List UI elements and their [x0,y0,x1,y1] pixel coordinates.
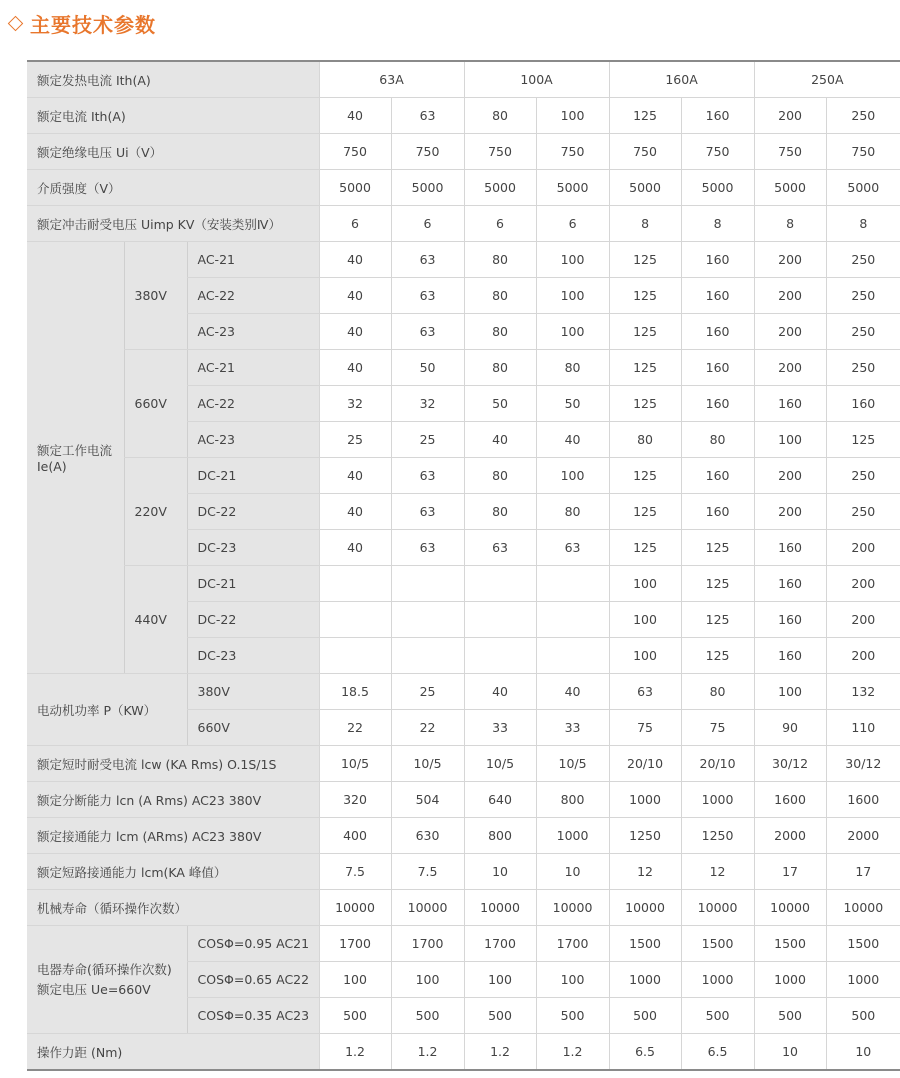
value-cell: 160 [681,386,754,422]
value-cell: 6.5 [681,1034,754,1071]
value-cell: 7.5 [319,854,391,890]
value-cell: 200 [754,314,826,350]
value-cell: 1250 [609,818,681,854]
value-cell: 80 [464,458,536,494]
value-cell [464,602,536,638]
value-cell: 25 [319,422,391,458]
value-cell: 160 [681,278,754,314]
condition-label: COSΦ=0.95 AC21 [187,926,319,962]
value-cell: 125 [609,458,681,494]
icn-label: 额定分断能力 lcn (A Rms) AC23 380V [27,782,319,818]
value-cell: 40 [319,350,391,386]
value-cell: 40 [319,314,391,350]
value-cell: 125 [609,530,681,566]
value-cell [536,566,609,602]
value-cell: 160 [826,386,900,422]
value-cell: 63 [391,242,464,278]
value-cell: 30/12 [754,746,826,782]
value-cell: 10 [754,1034,826,1071]
value-cell: 2000 [754,818,826,854]
diamond-icon [8,15,24,31]
category-label: AC-22 [187,278,319,314]
value-cell: 40 [536,674,609,710]
value-cell: 125 [609,98,681,134]
value-cell: 160 [681,494,754,530]
value-cell: 50 [464,386,536,422]
value-cell: 100 [609,566,681,602]
value-cell [391,638,464,674]
value-cell: 100 [536,98,609,134]
value-cell: 750 [536,134,609,170]
group-header: 63A [319,61,464,98]
category-label: AC-21 [187,350,319,386]
value-cell [391,602,464,638]
value-cell: 160 [681,350,754,386]
voltage-label: 440V [124,566,187,674]
value-cell: 40 [319,458,391,494]
value-cell: 7.5 [391,854,464,890]
value-cell: 504 [391,782,464,818]
value-cell: 40 [464,422,536,458]
value-cell [319,566,391,602]
value-cell: 750 [681,134,754,170]
value-cell: 1000 [754,962,826,998]
value-cell [464,566,536,602]
value-cell: 200 [826,602,900,638]
group-header: 250A [754,61,900,98]
value-cell: 50 [536,386,609,422]
value-cell: 160 [681,458,754,494]
value-cell: 125 [609,242,681,278]
value-cell: 125 [609,386,681,422]
value-cell: 500 [536,998,609,1034]
value-cell: 640 [464,782,536,818]
value-cell: 1.2 [319,1034,391,1071]
value-cell: 33 [464,710,536,746]
value-cell: 63 [391,494,464,530]
value-cell: 10000 [754,890,826,926]
value-cell: 200 [754,350,826,386]
value-cell [464,638,536,674]
value-cell: 8 [681,206,754,242]
value-cell: 125 [609,350,681,386]
value-cell: 500 [464,998,536,1034]
value-cell: 10/5 [391,746,464,782]
group-header: 100A [464,61,609,98]
value-cell: 125 [609,494,681,530]
value-cell: 750 [319,134,391,170]
value-cell: 750 [754,134,826,170]
value-cell: 10/5 [319,746,391,782]
value-cell: 80 [464,278,536,314]
value-cell: 75 [609,710,681,746]
value-cell: 32 [319,386,391,422]
value-cell: 100 [536,458,609,494]
value-cell: 500 [681,998,754,1034]
value-cell: 800 [536,782,609,818]
value-cell: 100 [536,962,609,998]
value-cell: 160 [754,530,826,566]
value-cell: 1000 [681,782,754,818]
value-cell: 10000 [609,890,681,926]
value-cell: 25 [391,422,464,458]
value-cell: 1.2 [391,1034,464,1071]
value-cell: 40 [464,674,536,710]
category-label: DC-21 [187,458,319,494]
value-cell: 250 [826,494,900,530]
value-cell: 40 [319,242,391,278]
value-cell: 200 [754,242,826,278]
value-cell: 1500 [754,926,826,962]
value-cell: 80 [536,350,609,386]
value-cell: 125 [681,638,754,674]
ui-label: 额定绝缘电压 Ui（V） [27,134,319,170]
group-header: 160A [609,61,754,98]
value-cell: 750 [826,134,900,170]
value-cell: 200 [826,638,900,674]
value-cell: 200 [754,458,826,494]
value-cell: 1500 [681,926,754,962]
value-cell: 10000 [681,890,754,926]
value-cell: 80 [464,494,536,530]
value-cell: 5000 [754,170,826,206]
force-label: 操作力距 (Nm) [27,1034,319,1071]
value-cell: 1600 [754,782,826,818]
value-cell: 100 [464,962,536,998]
value-cell: 12 [609,854,681,890]
value-cell: 1.2 [536,1034,609,1071]
value-cell: 80 [681,422,754,458]
rated-current-label: 额定电流 Ith(A) [27,98,319,134]
table-row [27,134,900,170]
value-cell: 1600 [826,782,900,818]
value-cell: 17 [754,854,826,890]
value-cell: 8 [754,206,826,242]
table-row [27,854,900,890]
table-row [27,890,900,926]
value-cell: 200 [754,278,826,314]
value-cell: 80 [464,242,536,278]
value-cell: 10/5 [464,746,536,782]
value-cell: 10/5 [536,746,609,782]
condition-label: COSΦ=0.65 AC22 [187,962,319,998]
value-cell: 63 [609,674,681,710]
value-cell: 125 [826,422,900,458]
value-cell: 1700 [391,926,464,962]
value-cell: 17 [826,854,900,890]
category-label: DC-21 [187,566,319,602]
value-cell: 1000 [826,962,900,998]
category-label: AC-23 [187,422,319,458]
spec-table [27,60,900,1071]
value-cell: 250 [826,314,900,350]
value-cell: 110 [826,710,900,746]
value-cell: 1700 [536,926,609,962]
value-cell: 100 [536,314,609,350]
icm-peak-label: 额定短路接通能力 lcm(KA 峰值） [27,854,319,890]
value-cell: 1.2 [464,1034,536,1071]
value-cell: 100 [754,422,826,458]
value-cell: 1000 [609,962,681,998]
table-row [27,458,900,494]
category-label: DC-22 [187,494,319,530]
value-cell: 5000 [536,170,609,206]
voltage-label: 660V [124,350,187,458]
value-cell: 100 [536,242,609,278]
table-row [27,206,900,242]
value-cell: 90 [754,710,826,746]
value-cell: 5000 [681,170,754,206]
category-label: AC-23 [187,314,319,350]
value-cell: 250 [826,98,900,134]
dielectric-label: 介质强度（V） [27,170,319,206]
value-cell: 80 [464,314,536,350]
table-row [27,98,900,134]
value-cell: 10 [464,854,536,890]
page-title: 主要技术参数 [30,12,156,37]
value-cell [536,602,609,638]
value-cell: 125 [609,278,681,314]
voltage-label: 380V [124,242,187,350]
value-cell: 750 [464,134,536,170]
value-cell: 63 [391,314,464,350]
value-cell: 6.5 [609,1034,681,1071]
section-header [6,8,156,38]
value-cell: 5000 [464,170,536,206]
value-cell: 1250 [681,818,754,854]
value-cell: 125 [681,530,754,566]
value-cell: 20/10 [681,746,754,782]
value-cell: 750 [391,134,464,170]
voltage-label: 380V [187,674,319,710]
value-cell: 12 [681,854,754,890]
value-cell: 8 [826,206,900,242]
value-cell: 1000 [681,962,754,998]
value-cell: 8 [609,206,681,242]
table-row [27,746,900,782]
value-cell [319,638,391,674]
value-cell: 40 [319,98,391,134]
value-cell: 5000 [391,170,464,206]
value-cell: 125 [681,602,754,638]
value-cell: 10000 [464,890,536,926]
value-cell: 80 [681,674,754,710]
value-cell: 630 [391,818,464,854]
value-cell: 40 [319,530,391,566]
value-cell: 63 [536,530,609,566]
value-cell: 250 [826,350,900,386]
motor-label: 电动机功率 P（KW） [27,674,187,746]
table-row [27,350,900,386]
table-row [27,926,900,962]
icm-label: 额定接通能力 lcm (ARms) AC23 380V [27,818,319,854]
value-cell: 1700 [464,926,536,962]
value-cell: 80 [609,422,681,458]
value-cell: 10000 [826,890,900,926]
value-cell: 20/10 [609,746,681,782]
table-row [27,242,900,278]
value-cell: 250 [826,242,900,278]
value-cell: 22 [319,710,391,746]
value-cell: 80 [464,350,536,386]
value-cell: 200 [754,98,826,134]
value-cell: 500 [609,998,681,1034]
value-cell: 5000 [826,170,900,206]
category-label: AC-21 [187,242,319,278]
category-label: DC-23 [187,638,319,674]
value-cell: 80 [464,98,536,134]
value-cell: 400 [319,818,391,854]
mech-life-label: 机械寿命（循环操作次数） [27,890,319,926]
value-cell: 500 [754,998,826,1034]
category-label: AC-22 [187,386,319,422]
value-cell: 800 [464,818,536,854]
value-cell: 200 [754,494,826,530]
value-cell: 6 [536,206,609,242]
value-cell: 132 [826,674,900,710]
value-cell: 125 [609,314,681,350]
ie-label: 额定工作电流 Ie(A) [27,242,124,674]
value-cell: 5000 [609,170,681,206]
value-cell: 10000 [536,890,609,926]
value-cell: 160 [681,242,754,278]
value-cell [319,602,391,638]
value-cell: 10000 [391,890,464,926]
value-cell: 1500 [609,926,681,962]
value-cell: 10 [536,854,609,890]
value-cell: 75 [681,710,754,746]
value-cell: 10000 [319,890,391,926]
value-cell: 500 [391,998,464,1034]
value-cell: 100 [319,962,391,998]
voltage-label: 660V [187,710,319,746]
value-cell: 63 [391,98,464,134]
value-cell: 30/12 [826,746,900,782]
value-cell: 6 [319,206,391,242]
value-cell: 160 [754,386,826,422]
value-cell: 63 [391,278,464,314]
value-cell: 160 [754,566,826,602]
value-cell: 63 [391,530,464,566]
ith-label: 额定发热电流 Ith(A) [27,61,319,98]
value-cell: 40 [319,494,391,530]
value-cell: 1000 [609,782,681,818]
value-cell: 6 [464,206,536,242]
value-cell: 40 [536,422,609,458]
value-cell: 25 [391,674,464,710]
value-cell: 32 [391,386,464,422]
table-row [27,61,900,98]
condition-label: COSΦ=0.35 AC23 [187,998,319,1034]
value-cell: 1500 [826,926,900,962]
voltage-label: 220V [124,458,187,566]
value-cell: 1700 [319,926,391,962]
table-row [27,566,900,602]
table-row [27,170,900,206]
value-cell: 200 [826,566,900,602]
value-cell: 160 [681,98,754,134]
value-cell: 18.5 [319,674,391,710]
category-label: DC-23 [187,530,319,566]
value-cell: 500 [826,998,900,1034]
value-cell: 160 [681,314,754,350]
value-cell [391,566,464,602]
value-cell: 100 [609,602,681,638]
value-cell: 50 [391,350,464,386]
uimp-label: 额定冲击耐受电压 Uimp KV（安装类别Ⅳ） [27,206,319,242]
value-cell: 500 [319,998,391,1034]
value-cell: 22 [391,710,464,746]
value-cell: 750 [609,134,681,170]
value-cell: 33 [536,710,609,746]
table-row [27,674,900,710]
value-cell: 40 [319,278,391,314]
value-cell: 5000 [319,170,391,206]
value-cell: 160 [754,602,826,638]
table-row [27,782,900,818]
table-row [27,818,900,854]
value-cell: 100 [536,278,609,314]
value-cell: 100 [391,962,464,998]
value-cell [536,638,609,674]
value-cell: 63 [391,458,464,494]
elec-life-label: 电器寿命(循环操作次数) 额定电压 Ue=660V [27,926,187,1034]
value-cell: 250 [826,278,900,314]
category-label: DC-22 [187,602,319,638]
value-cell: 1000 [536,818,609,854]
value-cell: 125 [681,566,754,602]
icw-label: 额定短时耐受电流 lcw (KA Rms) O.1S/1S [27,746,319,782]
value-cell: 100 [609,638,681,674]
value-cell: 200 [826,530,900,566]
value-cell: 63 [464,530,536,566]
value-cell: 320 [319,782,391,818]
value-cell: 250 [826,458,900,494]
value-cell: 160 [754,638,826,674]
table-row [27,1034,900,1071]
value-cell: 6 [391,206,464,242]
value-cell: 100 [754,674,826,710]
value-cell: 80 [536,494,609,530]
value-cell: 2000 [826,818,900,854]
value-cell: 10 [826,1034,900,1071]
